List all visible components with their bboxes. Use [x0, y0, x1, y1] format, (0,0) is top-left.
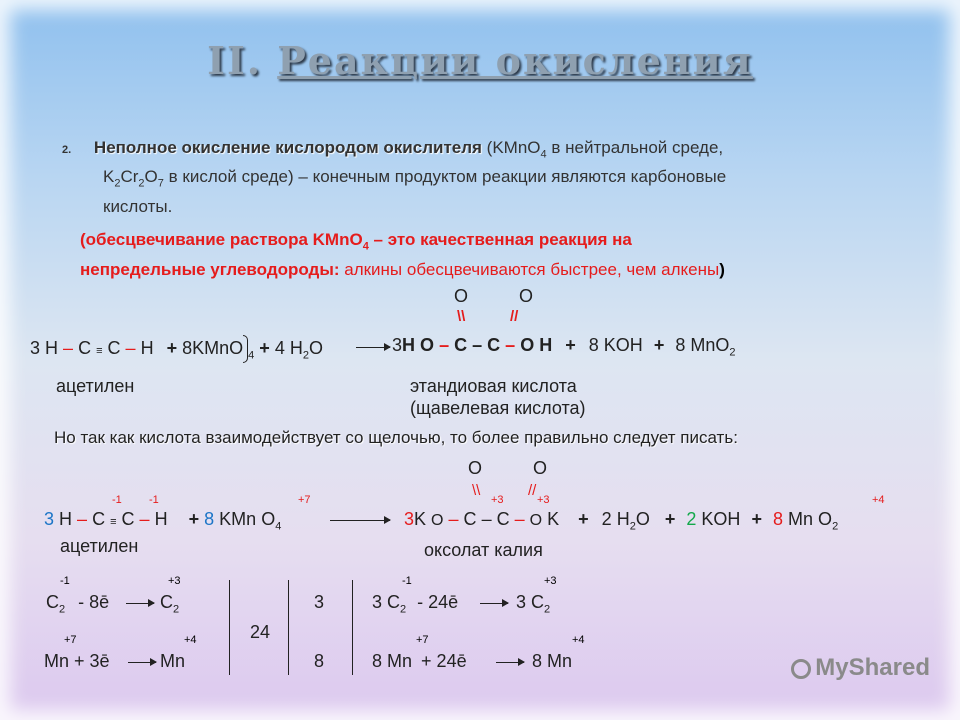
eq2-oxygen-left: O — [468, 458, 483, 478]
balance-row-4 — [372, 651, 467, 672]
remark: Но так как кислота взаимодействует со щелочью, то более правильно следует писать: — [54, 428, 738, 447]
balance-divider — [352, 580, 353, 675]
eq2-atom: O — [529, 512, 543, 529]
note-text: алкины обесцвечиваются быстрее, чем алкены — [339, 260, 720, 279]
eq2-plus: + — [578, 509, 589, 529]
eq1-atom: C — [107, 337, 121, 358]
watermark — [791, 654, 930, 682]
eq2-kmno4: O — [261, 509, 276, 529]
balance-coef-1: 3 — [314, 592, 325, 612]
balance-electrons: + 3ē — [74, 651, 110, 671]
balance-atom: Mn — [44, 651, 70, 671]
list-marker: 2. — [62, 144, 72, 156]
eq1-bond: – — [439, 335, 450, 355]
intro-bold: Неполное окисление кислородом окислителя — [93, 138, 482, 157]
eq2-bond: – — [514, 509, 525, 529]
balance-coef-2: 8 — [314, 651, 325, 671]
eq2-koh: KOH — [701, 509, 741, 529]
eq1-plus: + — [653, 335, 665, 355]
title-text: Реакции окисления — [277, 38, 753, 83]
eq2-bond: – — [481, 509, 492, 529]
intro-text: K — [103, 167, 115, 186]
eq2-sub: 2 — [629, 520, 636, 533]
eq2-water: H — [616, 509, 630, 529]
eq2-arrow — [330, 520, 390, 521]
balance-row-1 — [46, 592, 109, 616]
eq2-coef: 2 — [686, 509, 697, 529]
balance-ox: +4 — [184, 634, 197, 646]
balance-row-3 — [372, 592, 458, 616]
eq1-bond: – — [63, 337, 74, 358]
eq1-label-acid-alt: (щавелевая кислота) — [410, 398, 586, 418]
eq2-products — [404, 509, 838, 533]
intro-line-3: кислоты. — [103, 197, 173, 216]
eq2-atom: C — [496, 509, 510, 529]
eq2-sub: 4 — [275, 520, 282, 533]
note-text: (обесцвечивание раствора KMnO — [80, 230, 363, 249]
eq1-bond: – — [505, 335, 516, 355]
eq1-plus: + — [259, 337, 270, 358]
eq2-atom: C — [121, 509, 135, 529]
eq1-bond: – — [125, 337, 136, 358]
eq2-coef: 8 — [204, 509, 215, 529]
eq1-arrow — [356, 347, 390, 348]
watermark-logo-icon — [791, 659, 811, 679]
eq1-coef: 8 — [182, 337, 193, 358]
balance-atom: 3 C — [372, 592, 401, 612]
intro-text: (KMnO — [481, 138, 541, 157]
intro-sub: 2 — [114, 177, 121, 190]
eq2-coef: 3 — [44, 509, 55, 529]
balance-arrow — [496, 662, 524, 663]
eq2-plus: + — [664, 509, 676, 529]
eq1-water: H — [289, 337, 303, 358]
eq1-plus: + — [565, 335, 576, 355]
eq1-plus: + — [166, 337, 178, 358]
eq2-plus: + — [188, 509, 200, 529]
eq1-sub: 2 — [729, 346, 736, 359]
eq2-atom: K — [414, 509, 427, 529]
eq2-bond: – — [139, 509, 150, 529]
eq2-water: O — [635, 509, 650, 529]
eq1-kmno4: KMnO — [192, 337, 244, 358]
balance-ox: +3 — [168, 575, 181, 587]
eq1-coef: 3 — [392, 335, 403, 355]
eq2-oxidation-state: +3 — [537, 494, 550, 506]
eq2-atom: C — [92, 509, 106, 529]
note-bold: непредельные углеводороды: — [80, 260, 340, 279]
eq2-coef: 2 — [601, 509, 612, 529]
eq2-atom: H — [154, 509, 168, 529]
eq2-atom: O — [431, 512, 444, 529]
note-close: ) — [719, 260, 725, 279]
balance-arrow — [126, 603, 154, 604]
eq2-oxidation-state: -1 — [149, 494, 159, 506]
title-number: II. — [207, 38, 262, 83]
eq1-koh: KOH — [603, 335, 643, 355]
eq1-atom: H — [45, 337, 59, 358]
balance-electrons: - 24ē — [417, 592, 459, 612]
eq1-atom: C — [78, 337, 92, 358]
balance-arrow — [480, 603, 508, 604]
eq1-water: O — [308, 337, 323, 358]
eq2-oxidation-state: +3 — [491, 494, 504, 506]
balance-row-1-product — [160, 592, 179, 616]
note-sub: 4 — [362, 240, 369, 253]
eq1-atom: H — [539, 335, 553, 355]
eq1-double-bond-left: \\ — [457, 308, 466, 325]
eq2-triple-bond: ≡ — [110, 516, 117, 528]
eq1-atom: C — [454, 335, 468, 355]
balance-lcm: 24 — [250, 622, 271, 642]
eq1-oxygen-right: O — [519, 286, 534, 306]
eq2-mno2: O — [818, 509, 833, 529]
eq1-oxygen-left: O — [454, 286, 469, 306]
note-line-1 — [80, 230, 632, 252]
balance-atom: 3 C — [516, 592, 545, 612]
eq1-label-acetylene: ацетилен — [56, 376, 135, 396]
eq2-atom: H — [59, 509, 73, 529]
eq2-bond-left: \\ — [472, 482, 481, 499]
balance-divider — [229, 580, 230, 675]
balance-sub: 2 — [173, 603, 180, 616]
eq2-atom: K — [547, 509, 560, 529]
eq1-atom: H — [402, 335, 416, 355]
balance-electrons: - 8ē — [78, 592, 110, 612]
eq1-sub: 2 — [302, 349, 309, 362]
intro-sub: 4 — [540, 148, 547, 161]
eq1-double-bond-right: // — [510, 308, 519, 325]
eq2-oxidation-state: +7 — [298, 494, 311, 506]
eq1-atom: O — [520, 335, 535, 355]
intro-text: O — [144, 167, 158, 186]
eq1-coef: 8 — [588, 335, 599, 355]
note-text: – это качественная реакция на — [368, 230, 632, 249]
eq1-mno2: MnO — [690, 335, 730, 355]
eq2-atom: C — [463, 509, 477, 529]
eq2-label-acetylene: ацетилен — [60, 536, 139, 556]
eq1-atom: C — [487, 335, 501, 355]
eq1-coef: 4 — [274, 337, 285, 358]
eq1-atom: O — [420, 335, 435, 355]
page-title — [0, 38, 960, 83]
intro-sub: 2 — [138, 177, 145, 190]
balance-ox: -1 — [402, 575, 412, 587]
watermark-text: MyShared — [815, 654, 930, 681]
eq2-reactants — [44, 509, 281, 533]
eq2-oxidation-state: -1 — [112, 494, 122, 506]
balance-ox: +7 — [416, 634, 429, 646]
eq1-reactants — [30, 335, 323, 363]
intro-text: в нейтральной среде, — [546, 138, 724, 157]
balance-row-2 — [44, 651, 110, 672]
eq2-label-oxalate: оксолат калия — [424, 540, 543, 560]
balance-sub: 2 — [544, 603, 551, 616]
eq1-coef: 3 — [30, 337, 41, 358]
eq2-coef: 8 — [772, 509, 783, 529]
balance-ox: +3 — [544, 575, 557, 587]
balance-ox: +4 — [572, 634, 585, 646]
balance-row-3-product — [516, 592, 550, 616]
eq2-bond: – — [448, 509, 459, 529]
eq2-oxidation-state: +4 — [872, 494, 885, 506]
eq2-coef: 3 — [404, 509, 415, 529]
eq1-atom: H — [140, 337, 154, 358]
balance-ox: -1 — [60, 575, 70, 587]
balance-sub: 2 — [59, 603, 66, 616]
eq2-bond: – — [77, 509, 88, 529]
balance-row-4-product: 8 Mn — [532, 651, 573, 671]
eq2-oxygen-right: O — [533, 458, 548, 478]
note-line-2 — [80, 260, 725, 280]
eq2-bond-right: // — [528, 482, 537, 499]
eq2-mno2: Mn — [788, 509, 814, 529]
eq2-kmno4: KMn — [219, 509, 257, 529]
eq1-triple-bond: ≡ — [96, 344, 103, 357]
eq2-plus: + — [751, 509, 762, 529]
intro-line-2 — [103, 167, 726, 189]
balance-ox: +7 — [64, 634, 77, 646]
eq1-label-acid: этандиовая кислота — [410, 376, 577, 396]
intro-text: Cr — [120, 167, 139, 186]
balance-arrow — [128, 662, 156, 663]
eq1-coef: 8 — [675, 335, 686, 355]
balance-atom: 8 Mn — [372, 651, 413, 671]
eq2-sub: 2 — [832, 520, 839, 533]
eq1-products — [392, 335, 736, 359]
balance-divider — [288, 580, 289, 675]
eq1-sub: 4 — [248, 349, 255, 362]
intro-line-1 — [62, 138, 723, 160]
balance-sub: 2 — [400, 603, 407, 616]
eq1-bond: – — [472, 335, 483, 355]
intro-sub: 7 — [157, 177, 164, 190]
balance-electrons: + 24ē — [421, 651, 467, 671]
balance-atom: C — [160, 592, 173, 612]
balance-row-2-product: Mn — [160, 651, 186, 671]
intro-text: в кислой среде) – конечным продуктом реакции являются карбоновые — [163, 167, 727, 186]
balance-atom: C — [46, 592, 59, 612]
